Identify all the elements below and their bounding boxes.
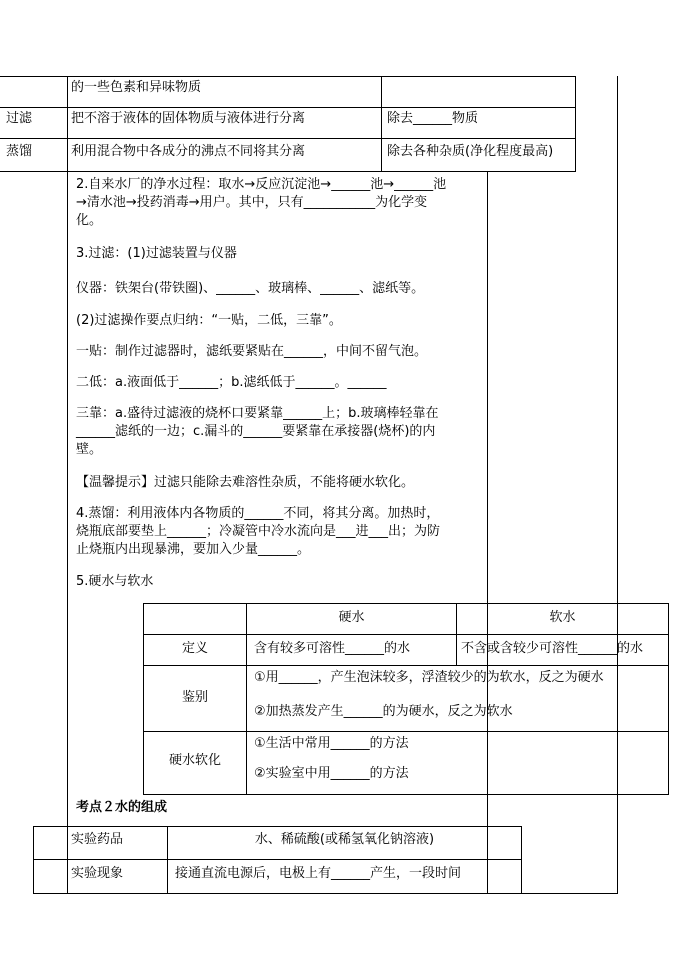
top-table-border-top — [0, 76, 576, 77]
water-table-row-line — [143, 665, 669, 666]
water-table-border-top — [143, 603, 669, 604]
exp-table-reagents-value: 水、稀硫酸(或稀氢氧化钠溶液) — [254, 832, 435, 847]
top-table-row3-method: 蒸馏 — [6, 144, 33, 159]
filtration-one-tie: 一贴：制作过滤器时，滤纸要紧贴在______，中间不留气泡。 — [76, 344, 428, 359]
top-table-border-right — [575, 76, 576, 172]
top-table-row2-purpose: 除去______物质 — [387, 111, 479, 126]
water-table-identify-label: 鉴别 — [181, 690, 208, 705]
top-table-row1-desc: 的一些色素和异味物质 — [71, 80, 202, 95]
water-table-row-line — [143, 731, 669, 732]
water-table-softening-method2: ②实验室中用______的方法 — [254, 766, 409, 781]
water-table-identify-method1: ①用______，产生泡沫较多，浮渣较少的为软水，反之为硬水 — [254, 670, 604, 685]
water-table-definition-soft: 不含或含较少可溶性______的水 — [461, 641, 644, 656]
top-table-row2-method: 过滤 — [6, 111, 33, 126]
water-table-col-line — [246, 603, 247, 795]
filtration-three-lean-line3: 壁。 — [76, 442, 103, 457]
filtration-three-lean-line2: ______滤纸的一边；c.漏斗的______要紧靠在承接器(烧杯)的内 — [76, 424, 436, 439]
exp-table-row-line — [33, 859, 522, 860]
top-table-row3-desc: 利用混合物中各成分的沸点不同将其分离 — [71, 144, 306, 159]
purification-process-line3: 化。 — [76, 213, 103, 228]
top-table-row2-desc: 把不溶于液体的固体物质与液体进行分离 — [71, 111, 306, 126]
top-table-border-bottom — [0, 171, 576, 172]
hard-soft-water-heading: 5.硬水与软水 — [76, 574, 154, 589]
water-table-definition-hard: 含有较多可溶性______的水 — [254, 641, 411, 656]
outer-left-border — [67, 76, 68, 894]
filtration-three-lean-line1: 三靠：a.盛待过滤液的烧杯口要紧靠______上；b.玻璃棒轻靠在 — [76, 406, 439, 421]
section-water-composition-heading: 考点２水的组成 — [76, 800, 168, 815]
distillation-line2: 烧瓶底部要垫上______；冷凝管中冷水流向是___进___出；为防 — [76, 524, 441, 539]
distillation-line1: 4.蒸馏：利用液体内各物质的______不同，将其分离。加热时， — [76, 506, 440, 521]
filtration-key-points: (2)过滤操作要点归纳：“一贴，二低，三靠”。 — [76, 313, 342, 328]
outer-right-border — [617, 76, 618, 894]
exp-table-border-right — [521, 826, 522, 894]
exp-table-border-left — [33, 826, 34, 894]
water-table-definition-label: 定义 — [181, 641, 208, 656]
water-table-border-bottom — [143, 794, 669, 795]
water-table-identify-method2: ②加热蒸发产生______的为硬水，反之为软水 — [254, 704, 513, 719]
top-table-row-line — [0, 138, 576, 139]
top-table-row3-purpose: 除去各种杂质(净化程度最高) — [387, 144, 554, 159]
water-table-header-soft: 软水 — [549, 610, 576, 625]
water-table-header-hard: 硬水 — [338, 610, 365, 625]
water-table-softening-method1: ①生活中常用______的方法 — [254, 736, 409, 751]
outer-column-divider — [487, 171, 488, 894]
warm-tip: 【温馨提示】过滤只能除去难溶性杂质，不能将硬水软化。 — [76, 475, 415, 490]
outer-bottom-border — [33, 893, 618, 894]
exp-table-border-top — [33, 826, 522, 827]
water-table-border-right — [668, 603, 669, 795]
distillation-line3: 止烧瓶内出现暴沸，要加入少量______。 — [76, 542, 311, 557]
filtration-two-low: 二低：a.液面低于______；b.滤纸低于______。______ — [76, 375, 387, 390]
top-table-col-line — [381, 76, 382, 172]
filtration-heading: 3.过滤：(1)过滤装置与仪器 — [76, 246, 237, 261]
exp-table-phenomenon-label: 实验现象 — [71, 866, 124, 881]
exp-table-phenomenon-value: 接通直流电源后，电极上有______产生，一段时间 — [175, 866, 462, 881]
filtration-instruments: 仪器：铁架台(带铁圈)、______、玻璃棒、______、滤纸等。 — [76, 281, 425, 296]
purification-process-line1: 2.自来水厂的净水过程：取水→反应沉淀池→______池→______池 — [76, 177, 447, 192]
purification-process-line2: →清水池→投药消毒→用户。其中，只有___________为化学变 — [76, 195, 428, 210]
water-table-row-line — [143, 634, 669, 635]
exp-table-reagents-label: 实验药品 — [71, 832, 124, 847]
top-table-row-line — [0, 107, 576, 108]
water-table-softening-label: 硬水软化 — [168, 753, 221, 768]
